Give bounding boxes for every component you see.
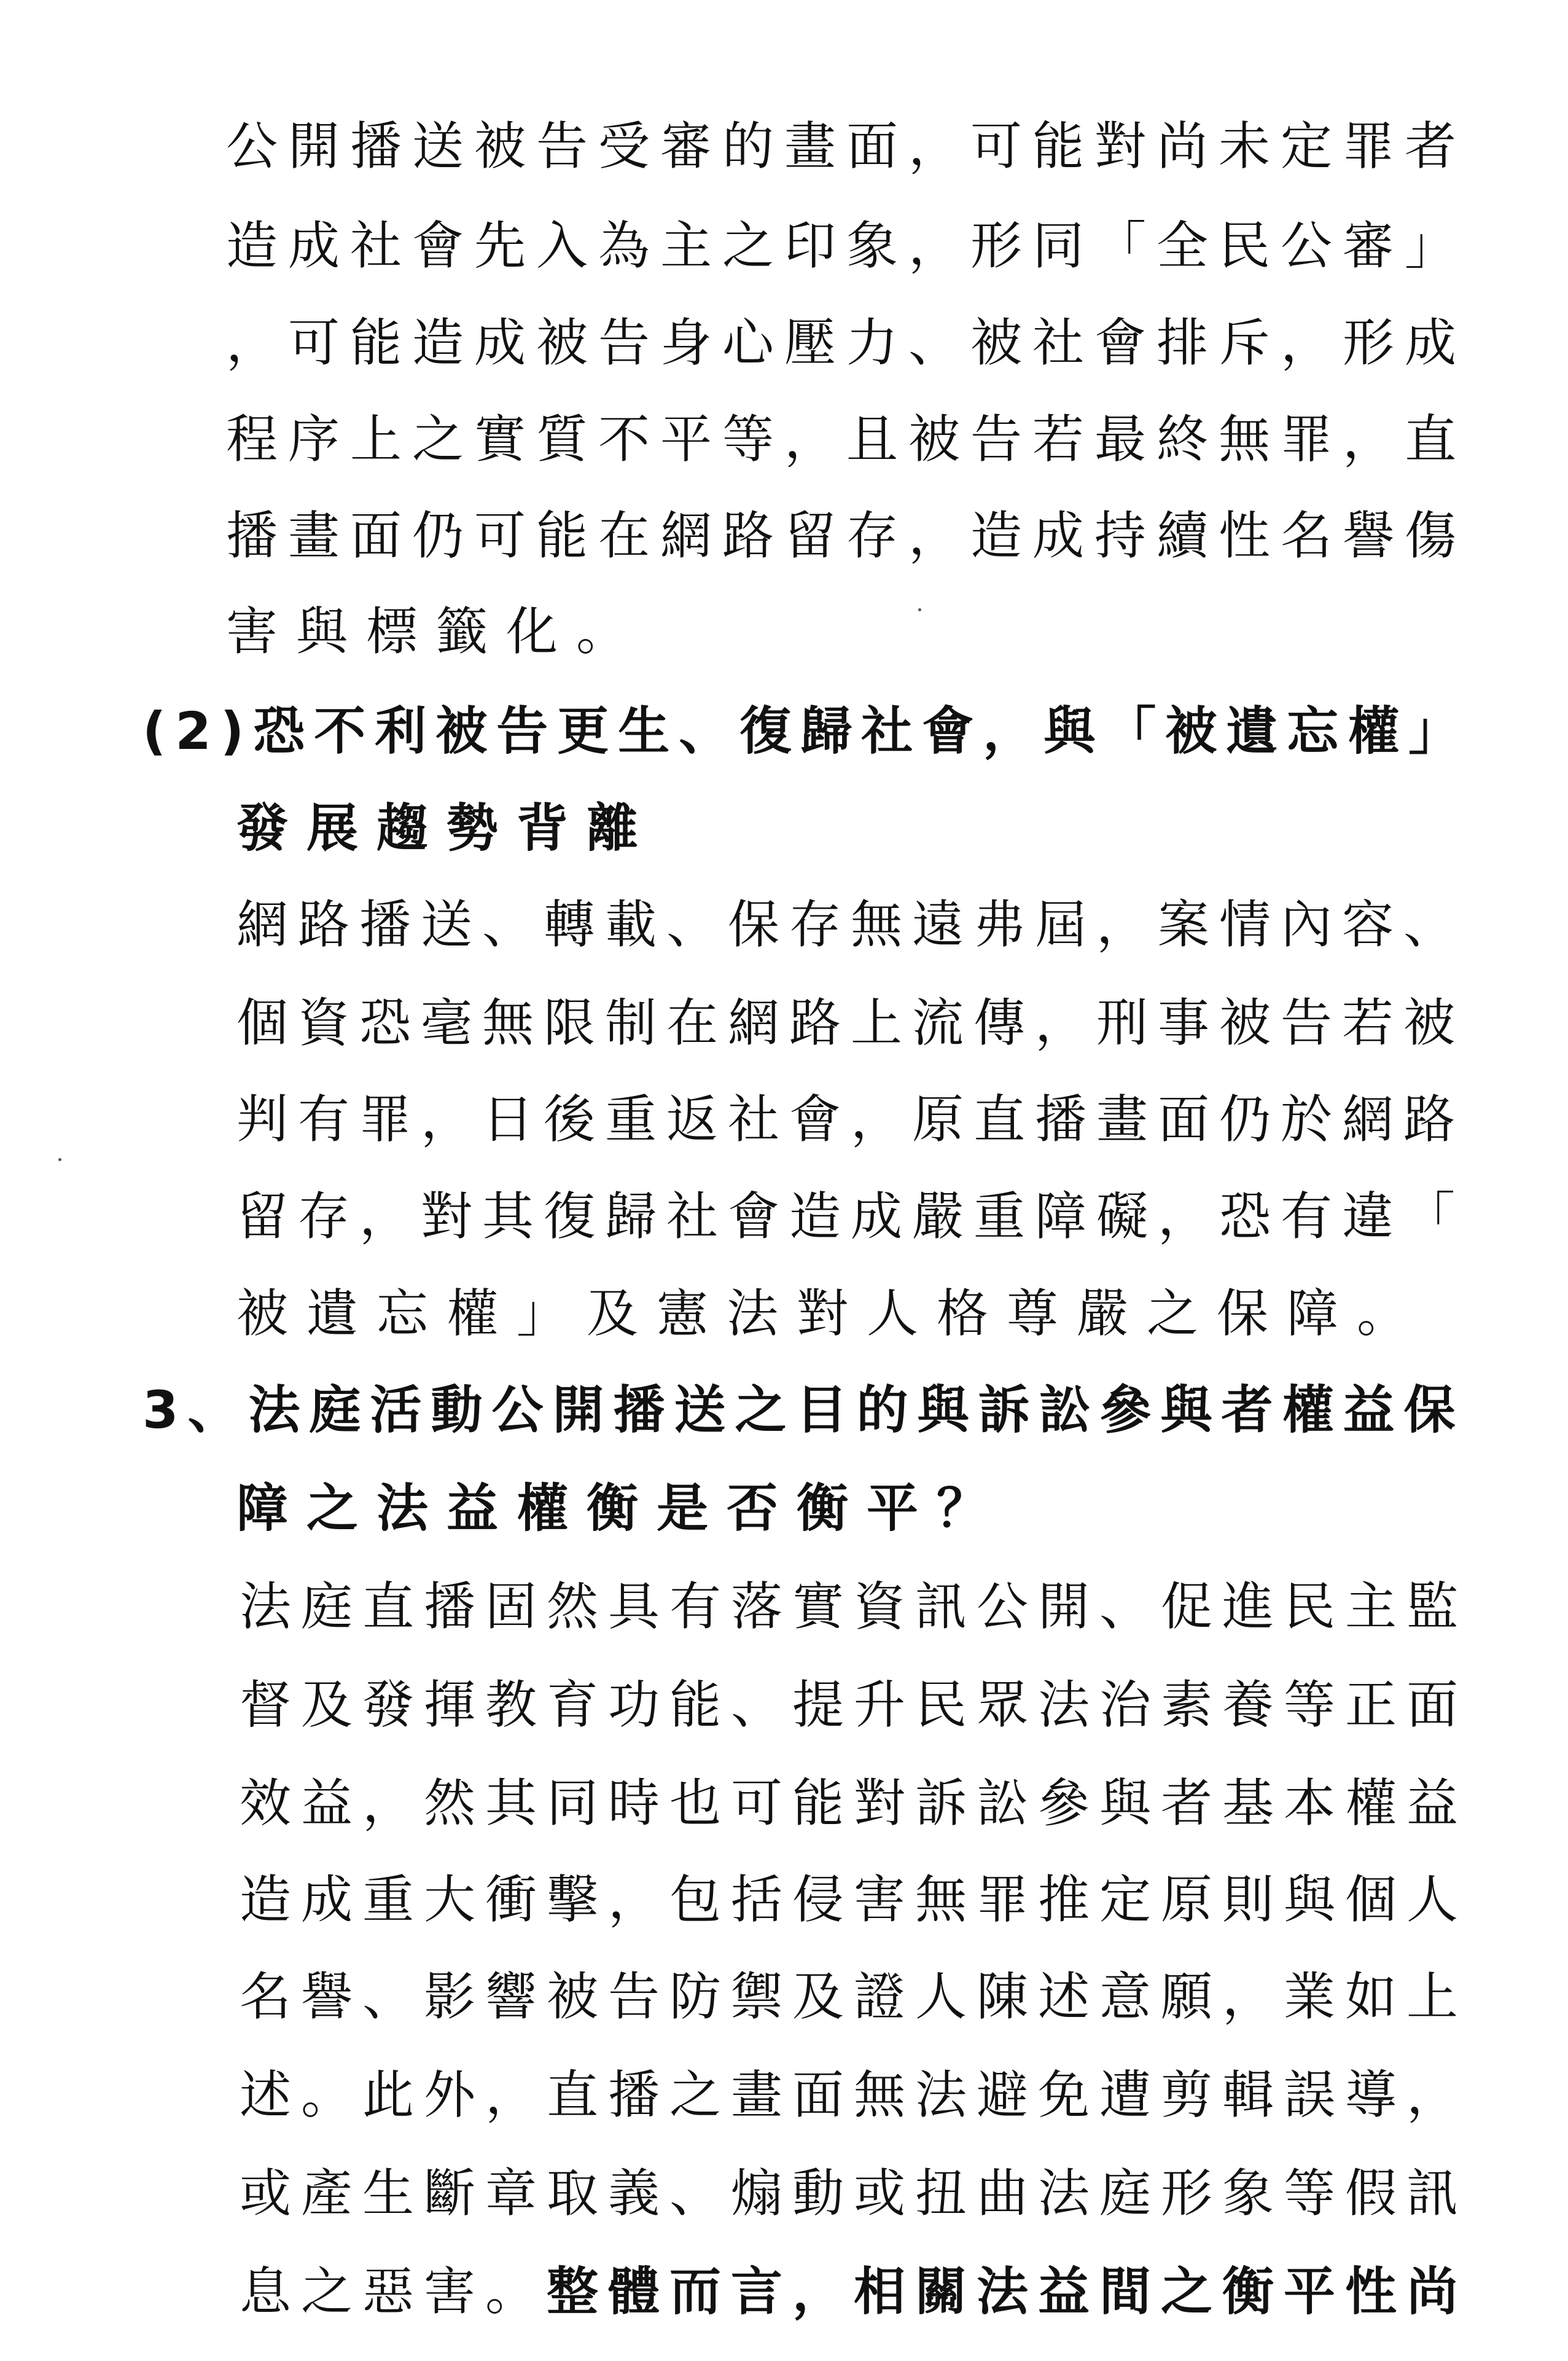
section-heading: (2)恐不利被告更生、復歸社會，與「被遺忘權」 <box>142 701 1470 761</box>
paragraph-line: 述。此外，直播之畫面無法避免遭剪輯誤導， <box>240 2065 1469 2125</box>
paragraph-line: ，可能造成被告身心壓力、被社會排斥，形成 <box>226 313 1467 373</box>
paragraph-line: 公開播送被告受審的畫面，可能對尚未定罪者 <box>226 116 1467 176</box>
paragraph-line: 督及發揮教育功能、提升民眾法治素養等正面 <box>240 1675 1469 1735</box>
paragraph-line: 留存，對其復歸社會造成嚴重障礙，恐有違「 <box>236 1186 1465 1247</box>
paragraph-line: 效益，然其同時也可能對訴訟參與者基本權益 <box>240 1773 1469 1833</box>
section-heading: 障之法益權衡是否衡平？ <box>236 1478 1007 1538</box>
paragraph-line: 被遺忘權」及憲法對人格尊嚴之保障。 <box>236 1283 1427 1344</box>
paragraph-line: 造成社會先入為主之印象，形同「全民公審」 <box>226 216 1467 276</box>
section-heading: 發展趨勢背離 <box>236 798 657 858</box>
paragraph-line: 造成重大衝擊，包括侵害無罪推定原則與個人 <box>240 1870 1469 1930</box>
paragraph-line: 判有罪，日後重返社會，原直播畫面仍於網路 <box>236 1089 1465 1149</box>
paragraph-line: 名譽、影響被告防禦及證人陳述意願，業如上 <box>240 1967 1469 2027</box>
paragraph-line: 法庭直播固然具有落實資訊公開、促進民主監 <box>240 1576 1469 1637</box>
paragraph-line: 播畫面仍可能在網路留存，造成持續性名譽傷 <box>226 506 1467 566</box>
paragraph-line: 程序上之實質不平等，且被告若最終無罪，直 <box>226 409 1467 469</box>
regular-text: 息之惡害。 <box>240 2261 547 2322</box>
section-heading: 3、法庭活動公開播送之目的與訴訟參與者權益保 <box>142 1380 1465 1440</box>
paragraph-line <box>240 2261 1468 2322</box>
paragraph-line: 網路播送、轉載、保存無遠弗屆，案情內容、 <box>236 895 1465 955</box>
paragraph-line: 害與標籤化。 <box>226 601 647 662</box>
paragraph-line: 或產生斷章取義、煽動或扭曲法庭形象等假訊 <box>240 2163 1469 2223</box>
scan-speck <box>58 1158 61 1161</box>
scan-speck <box>918 608 921 611</box>
bold-emphasis-text: 整體而言，相關法益間之衡平性尚 <box>547 2261 1469 2322</box>
paragraph-line: 個資恐毫無限制在網路上流傳，刑事被告若被 <box>236 993 1465 1053</box>
